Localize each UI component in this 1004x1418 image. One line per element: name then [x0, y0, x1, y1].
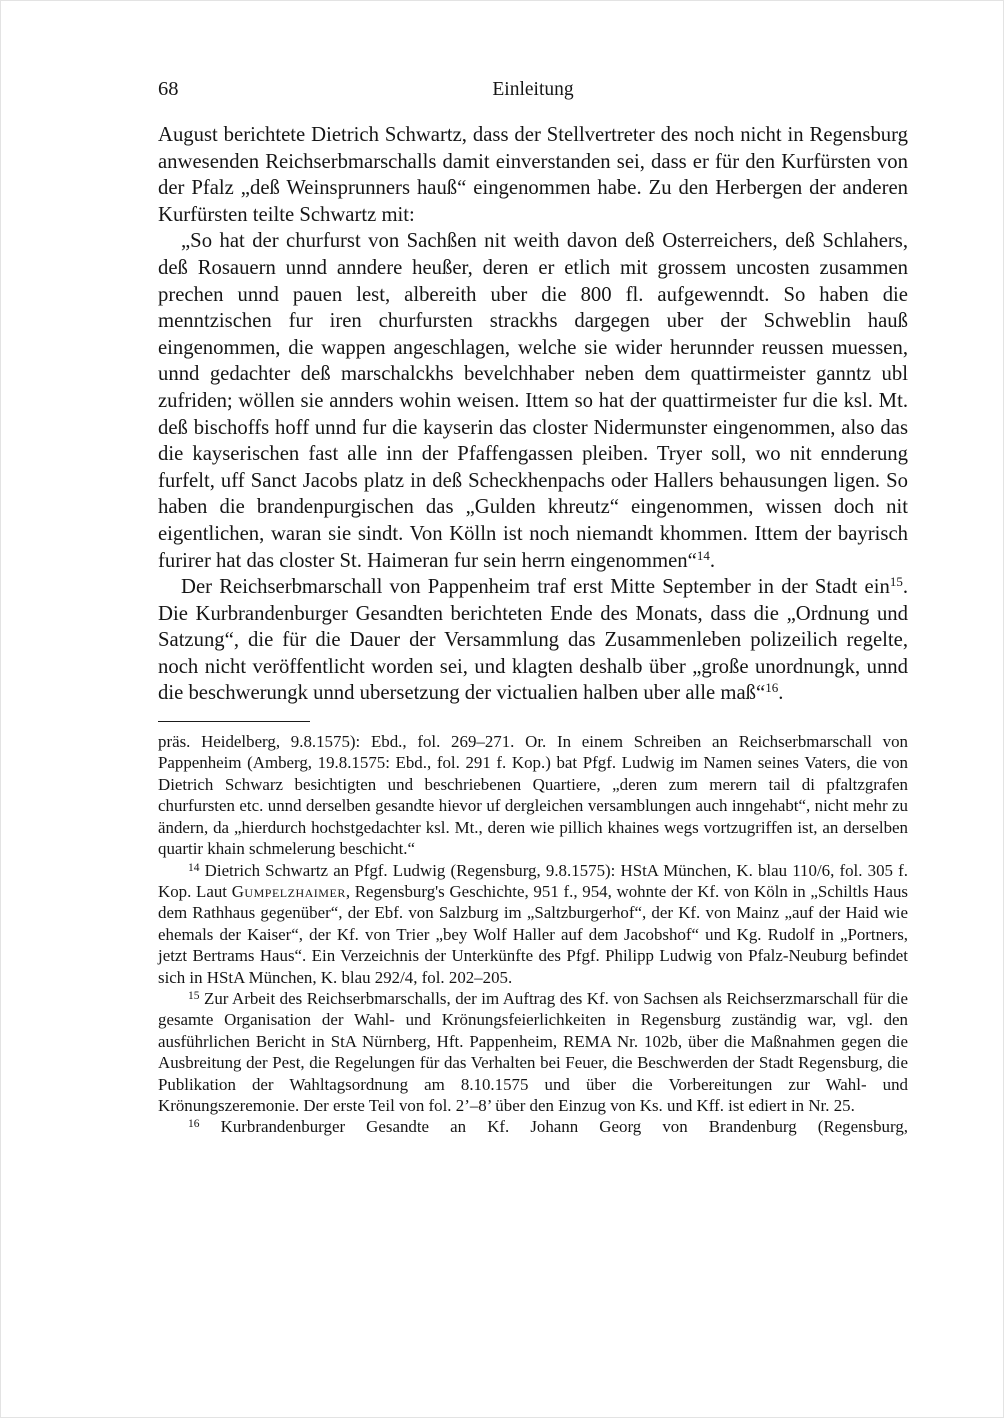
- page-number: 68: [158, 78, 179, 100]
- footnote-block: [158, 721, 908, 1138]
- footnote-ref-15: 15: [889, 574, 903, 590]
- type-area: [158, 78, 908, 1138]
- running-head-title: Einleitung: [492, 79, 574, 100]
- text-segment: Kurbrandenburger Gesandte an Kf. Johann Georg von Brandenburg (Regensburg,: [220, 1117, 908, 1137]
- sentence-end: .: [709, 549, 715, 572]
- paragraph-reichserbmarschall: [158, 574, 908, 707]
- footnote-marker-14: 14: [188, 861, 200, 874]
- text-segment: August berichtete Dietrich Schwartz, dass der Stellvertreter des noch nicht in Regensburg anwesenden Reichserbmarschalls damit einverstanden sei, dass er für den Kurfürsten von der Pfalz „deß Weinsprunners hauß“ eingenommen habe. Zu den Herbergen der anderen Kurfürsten teilte Schwartz mit:: [158, 124, 908, 226]
- text-segment: . Die Kurbrandenburger Gesandten berichteten Ende des Monats, dass die „Ordnung und Satzung“, die für die Dauer der Versammlung das Zusammenleben polizeilich regelte, noch nicht veröffentlicht worden sei, und klagten deshalb über „große unordnungk, unnd die beschwerungk unnd ubersetzung der victualien halben uber alle maß“: [158, 576, 908, 705]
- text-segment: , Regensburg's Geschichte, 951 f., 954, wohnte der Kf. von Köln in „Schiltls Haus dem Rathhaus gegenüber“, der Ebf. von Salzburg im „Saltzburgerhof“, der Kf. von Mainz „auf der Haid wie ehemals der Kaiser“, der Kf. von Trier „bey Wolf Haller auf dem Jacobshof“ und Kg. Rudolf in „Portners, jetzt Bertrams Haus“. Ein Verzeichnis der Unterkünfte des Pfgf. Philipp Ludwig von Pfalz-Neuburg befindet sich in HStA München, K. blau 292/4, fol. 202–205.: [158, 881, 908, 987]
- text-segment: Dietrich Schwartz an Pfgf. Ludwig (Regensburg, 9.8.1575): HStA München, K. blau 110/6, fol. 305 f. Kop. Laut: [158, 860, 908, 901]
- quote-text: „So hat der churfurst von Sachßen nit weith davon deß Osterreichers, deß Schlahers, deß Rosauern unnd anndere heußer, deren er etlich mit grossem uncosten zusammen prechen unnd pauen lest, albereith uber die 800 fl. aufgewenndt. So haben die menntzischen fur iren churfursten strackhs dargegen uber der Schweblin hauß eingenommen, die wappen angeschlagen, welche sie wider herunnder reussen muessen, unnd gedachter deß marschalckhs bevelchhaber neben dem quattirmeister ganntz ubl zufriden; wöllen sie annders wohin weisen. Ittem so hat der quattirmeister fur die ksl. Mt. deß bischoffs hoff unnd fur die kayserin das closter Nidermunster eingenommen, also das die kayserischen fast alle inn der Pfaffengassen pleiben. Tryer soll, wo nit ennderung furfelt, uff Sanct Jacobs platz in deß Scheckhenpachs oder Hallers behausungen ligen. So haben die brandenpurgischen das „Gulden khreutz“ eingenommen, wissen doch nit eigentlichen, waran sie sindt. Von Kölln ist noch niemandt khommen. Ittem der bayrisch furirer hat das closter St. Haimeran fur sein herrn eingenommen“: [158, 230, 908, 572]
- footnote-15: [158, 988, 908, 1116]
- footnote-14: [158, 860, 908, 988]
- author-name-smallcaps: Gumpelzhaimer: [231, 881, 346, 901]
- footnote-marker-16: 16: [188, 1118, 200, 1131]
- text-segment: Zur Arbeit des Reichserbmarschalls, der im Auftrag des Kf. von Sachsen als Reichserzmarschall für die gesamte Organisation der Wahl- und Krönungsfeierlichkeiten in Regensburg zuständig war, vgl. den ausführlichen Bericht in StA Nürnberg, Hft. Pappenheim, REMA Nr. 102b, über die Maßnahmen gegen die Ausbreitung der Pest, die Regelungen für das Verhalten bei Feuer, die Beschwerden der Stadt Regensburg, die Publikation der Wahltagsordnung am 8.10.1575 und über die Vorbereitungen zur Wahl- und Krönungszeremonie. Der erste Teil von fol. 2’–8’ über den Einzug von Ks. und Kff. ist ediert in Nr. 25.: [158, 988, 908, 1115]
- text-segment: präs. Heidelberg, 9.8.1575): Ebd., fol. 269–271. Or. In einem Schreiben an Reichserbmarschall von Pappenheim (Amberg, 19.8.1575: Ebd., fol. 291 f. Kop.) bat Pfgf. Ludwig im Namen seines Vaters, die von Dietrich Schwarz besichtigten und beschriebenen Quartiere, „deren zum merern tail di pfaltzgrafen churfursten etc. unnd derselben gesandte hievor uf dergleichen versamblungen auch inngehabt“, nicht mehr zu ändern, da „hierdurch hochstgedachter ksl. Mt., deren wie pillich khaines wegs vortzugriffen ist, an derselben quartir khain schmelerung beschicht.“: [158, 732, 908, 859]
- paragraph-august-report: [158, 122, 908, 228]
- text-segment: Der Reichserbmarschall von Pappenheim traf erst Mitte September in der Stadt ein: [181, 576, 890, 599]
- footnote-16: [158, 1116, 908, 1137]
- footnote-marker-15: 15: [188, 989, 200, 1002]
- paragraph-quartier-quote: [158, 228, 908, 574]
- footnote-separator-rule: [158, 721, 310, 722]
- running-header: [158, 78, 908, 105]
- footnote-ref-14: 14: [696, 547, 710, 563]
- sentence-end: .: [778, 682, 784, 705]
- footnote-ref-16: 16: [765, 680, 779, 696]
- footnote-continuation: [158, 731, 908, 859]
- main-text-block: [158, 122, 908, 707]
